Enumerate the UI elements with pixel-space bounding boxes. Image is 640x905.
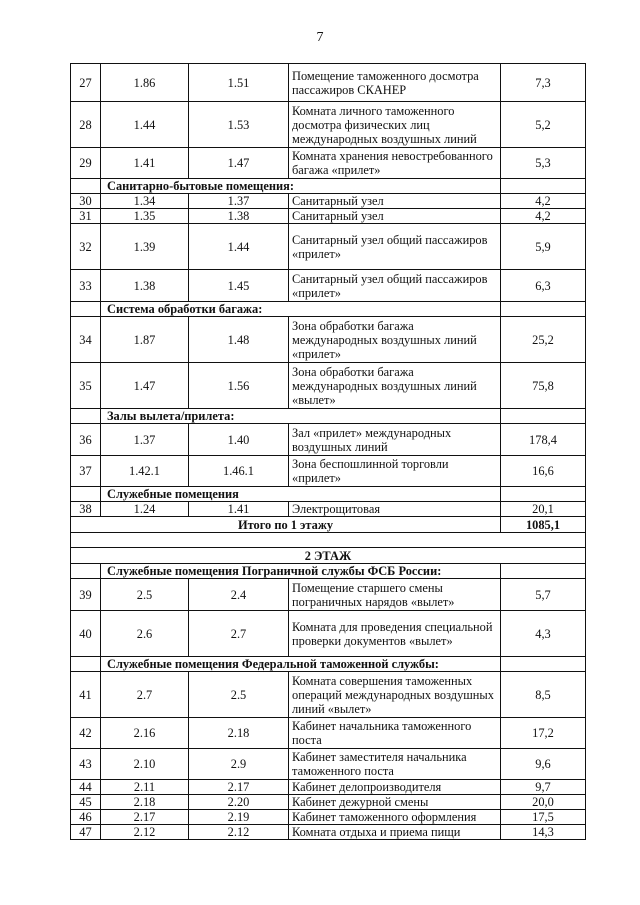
plan-number-cell: 1.41 xyxy=(101,148,189,179)
section-title-cell: Служебные помещения Федеральной таможенной службы: xyxy=(101,657,501,672)
plan-number-cell: 1.37 xyxy=(101,424,189,456)
table-row xyxy=(71,611,586,657)
row-number-cell: 33 xyxy=(71,270,101,302)
area-cell: 4,2 xyxy=(501,194,586,209)
area-cell: 17,5 xyxy=(501,810,586,825)
section-spacer-cell xyxy=(71,409,101,424)
plan-number-cell: 2.16 xyxy=(101,718,189,749)
table-row xyxy=(71,64,586,102)
empty-cell xyxy=(71,533,586,548)
plan-number-cell: 1.47 xyxy=(101,363,189,409)
section-header-row xyxy=(71,487,586,502)
floor-header-row xyxy=(71,548,586,564)
room-number-cell: 1.48 xyxy=(189,317,289,363)
empty-row xyxy=(71,533,586,548)
section-title-cell: Санитарно-бытовые помещения: xyxy=(101,179,501,194)
room-name-cell: Кабинет начальника таможенного поста xyxy=(289,718,501,749)
total-row xyxy=(71,517,586,533)
plan-number-cell: 1.34 xyxy=(101,194,189,209)
table-row xyxy=(71,209,586,224)
table-row xyxy=(71,317,586,363)
section-title-cell: Служебные помещения Пограничной службы ФСБ России: xyxy=(101,564,501,579)
area-cell: 6,3 xyxy=(501,270,586,302)
table-row xyxy=(71,749,586,780)
room-name-cell: Помещение старшего смены пограничных нарядов «вылет» xyxy=(289,579,501,611)
room-number-cell: 1.44 xyxy=(189,224,289,270)
room-number-cell: 1.46.1 xyxy=(189,456,289,487)
room-number-cell: 2.5 xyxy=(189,672,289,718)
room-number-cell: 1.47 xyxy=(189,148,289,179)
section-spacer-cell xyxy=(71,487,101,502)
table-row xyxy=(71,810,586,825)
plan-number-cell: 1.24 xyxy=(101,502,189,517)
room-name-cell: Кабинет таможенного оформления xyxy=(289,810,501,825)
row-number-cell: 40 xyxy=(71,611,101,657)
room-name-cell: Комната личного таможенного досмотра физических лиц международных воздушных линий xyxy=(289,102,501,148)
row-number-cell: 42 xyxy=(71,718,101,749)
section-title-cell: Залы вылета/прилета: xyxy=(101,409,501,424)
plan-number-cell: 2.18 xyxy=(101,795,189,810)
section-spacer-cell xyxy=(501,179,586,194)
section-spacer-cell xyxy=(71,657,101,672)
area-cell: 5,7 xyxy=(501,579,586,611)
area-cell: 17,2 xyxy=(501,718,586,749)
room-number-cell: 1.45 xyxy=(189,270,289,302)
section-spacer-cell xyxy=(501,564,586,579)
table-row xyxy=(71,780,586,795)
room-number-cell: 2.20 xyxy=(189,795,289,810)
row-number-cell: 32 xyxy=(71,224,101,270)
table-row xyxy=(71,224,586,270)
section-spacer-cell xyxy=(71,564,101,579)
area-cell: 16,6 xyxy=(501,456,586,487)
room-name-cell: Кабинет дежурной смены xyxy=(289,795,501,810)
row-number-cell: 45 xyxy=(71,795,101,810)
section-spacer-cell xyxy=(71,302,101,317)
plan-number-cell: 2.12 xyxy=(101,825,189,840)
plan-number-cell: 1.44 xyxy=(101,102,189,148)
plan-number-cell: 1.35 xyxy=(101,209,189,224)
plan-number-cell: 2.11 xyxy=(101,780,189,795)
room-name-cell: Комната хранения невостребованного багажа «прилет» xyxy=(289,148,501,179)
row-number-cell: 30 xyxy=(71,194,101,209)
plan-number-cell: 1.42.1 xyxy=(101,456,189,487)
section-header-row xyxy=(71,657,586,672)
area-cell: 9,7 xyxy=(501,780,586,795)
section-spacer-cell xyxy=(501,409,586,424)
room-name-cell: Зона обработки багажа международных воздушных линий «прилет» xyxy=(289,317,501,363)
section-title-cell: Служебные помещения xyxy=(101,487,501,502)
plan-number-cell: 2.17 xyxy=(101,810,189,825)
room-number-cell: 2.19 xyxy=(189,810,289,825)
floor-title-cell: 2 ЭТАЖ xyxy=(71,548,586,564)
table-row xyxy=(71,502,586,517)
section-spacer-cell xyxy=(501,487,586,502)
room-name-cell: Электрощитовая xyxy=(289,502,501,517)
section-spacer-cell xyxy=(501,302,586,317)
room-name-cell: Зал «прилет» международных воздушных линий xyxy=(289,424,501,456)
area-cell: 7,3 xyxy=(501,64,586,102)
plan-number-cell: 1.87 xyxy=(101,317,189,363)
table-row xyxy=(71,456,586,487)
row-number-cell: 47 xyxy=(71,825,101,840)
room-name-cell: Комната для проведения специальной проверки документов «вылет» xyxy=(289,611,501,657)
area-cell: 9,6 xyxy=(501,749,586,780)
row-number-cell: 44 xyxy=(71,780,101,795)
row-number-cell: 43 xyxy=(71,749,101,780)
room-name-cell: Санитарный узел xyxy=(289,194,501,209)
premises-table xyxy=(70,63,586,840)
table-row xyxy=(71,718,586,749)
row-number-cell: 35 xyxy=(71,363,101,409)
row-number-cell: 37 xyxy=(71,456,101,487)
area-cell: 20,0 xyxy=(501,795,586,810)
row-number-cell: 29 xyxy=(71,148,101,179)
table-row xyxy=(71,270,586,302)
room-number-cell: 2.7 xyxy=(189,611,289,657)
section-header-row xyxy=(71,564,586,579)
row-number-cell: 34 xyxy=(71,317,101,363)
room-name-cell: Зона беспошлинной торговли «прилет» xyxy=(289,456,501,487)
plan-number-cell: 2.10 xyxy=(101,749,189,780)
room-name-cell: Санитарный узел xyxy=(289,209,501,224)
area-cell: 5,2 xyxy=(501,102,586,148)
area-cell: 5,3 xyxy=(501,148,586,179)
room-name-cell: Зона обработки багажа международных воздушных линий «вылет» xyxy=(289,363,501,409)
area-cell: 20,1 xyxy=(501,502,586,517)
area-cell: 75,8 xyxy=(501,363,586,409)
row-number-cell: 39 xyxy=(71,579,101,611)
row-number-cell: 28 xyxy=(71,102,101,148)
room-number-cell: 2.9 xyxy=(189,749,289,780)
row-number-cell: 27 xyxy=(71,64,101,102)
table-row xyxy=(71,825,586,840)
table-row xyxy=(71,672,586,718)
section-header-row xyxy=(71,409,586,424)
room-name-cell: Санитарный узел общий пассажиров «прилет» xyxy=(289,270,501,302)
room-number-cell: 1.51 xyxy=(189,64,289,102)
room-number-cell: 1.53 xyxy=(189,102,289,148)
room-number-cell: 2.18 xyxy=(189,718,289,749)
plan-number-cell: 2.5 xyxy=(101,579,189,611)
table-row xyxy=(71,579,586,611)
table-row xyxy=(71,424,586,456)
table-row xyxy=(71,194,586,209)
area-cell: 4,3 xyxy=(501,611,586,657)
section-spacer-cell xyxy=(501,657,586,672)
row-number-cell: 36 xyxy=(71,424,101,456)
table-row xyxy=(71,363,586,409)
area-cell: 178,4 xyxy=(501,424,586,456)
area-cell: 4,2 xyxy=(501,209,586,224)
plan-number-cell: 1.38 xyxy=(101,270,189,302)
total-label-cell: Итого по 1 этажу xyxy=(71,517,501,533)
room-number-cell: 2.17 xyxy=(189,780,289,795)
page-number: 7 xyxy=(316,30,324,45)
area-cell: 5,9 xyxy=(501,224,586,270)
plan-number-cell: 1.86 xyxy=(101,64,189,102)
plan-number-cell: 2.7 xyxy=(101,672,189,718)
area-cell: 14,3 xyxy=(501,825,586,840)
table-row xyxy=(71,795,586,810)
total-value-cell: 1085,1 xyxy=(501,517,586,533)
room-name-cell: Комната отдыха и приема пищи xyxy=(289,825,501,840)
room-name-cell: Санитарный узел общий пассажиров «прилет» xyxy=(289,224,501,270)
room-number-cell: 1.40 xyxy=(189,424,289,456)
area-cell: 8,5 xyxy=(501,672,586,718)
room-number-cell: 1.56 xyxy=(189,363,289,409)
section-spacer-cell xyxy=(71,179,101,194)
room-number-cell: 1.38 xyxy=(189,209,289,224)
room-name-cell: Помещение таможенного досмотра пассажиров СКАНЕР xyxy=(289,64,501,102)
row-number-cell: 31 xyxy=(71,209,101,224)
row-number-cell: 41 xyxy=(71,672,101,718)
room-number-cell: 1.41 xyxy=(189,502,289,517)
room-number-cell: 2.4 xyxy=(189,579,289,611)
room-number-cell: 1.37 xyxy=(189,194,289,209)
table-row xyxy=(71,102,586,148)
premises-table-body xyxy=(71,64,586,840)
section-header-row xyxy=(71,179,586,194)
room-name-cell: Комната совершения таможенных операций международных воздушных линий «вылет» xyxy=(289,672,501,718)
room-number-cell: 2.12 xyxy=(189,825,289,840)
section-header-row xyxy=(71,302,586,317)
table-row xyxy=(71,148,586,179)
room-name-cell: Кабинет делопроизводителя xyxy=(289,780,501,795)
plan-number-cell: 2.6 xyxy=(101,611,189,657)
row-number-cell: 38 xyxy=(71,502,101,517)
room-name-cell: Кабинет заместителя начальника таможенного поста xyxy=(289,749,501,780)
plan-number-cell: 1.39 xyxy=(101,224,189,270)
row-number-cell: 46 xyxy=(71,810,101,825)
area-cell: 25,2 xyxy=(501,317,586,363)
section-title-cell: Система обработки багажа: xyxy=(101,302,501,317)
